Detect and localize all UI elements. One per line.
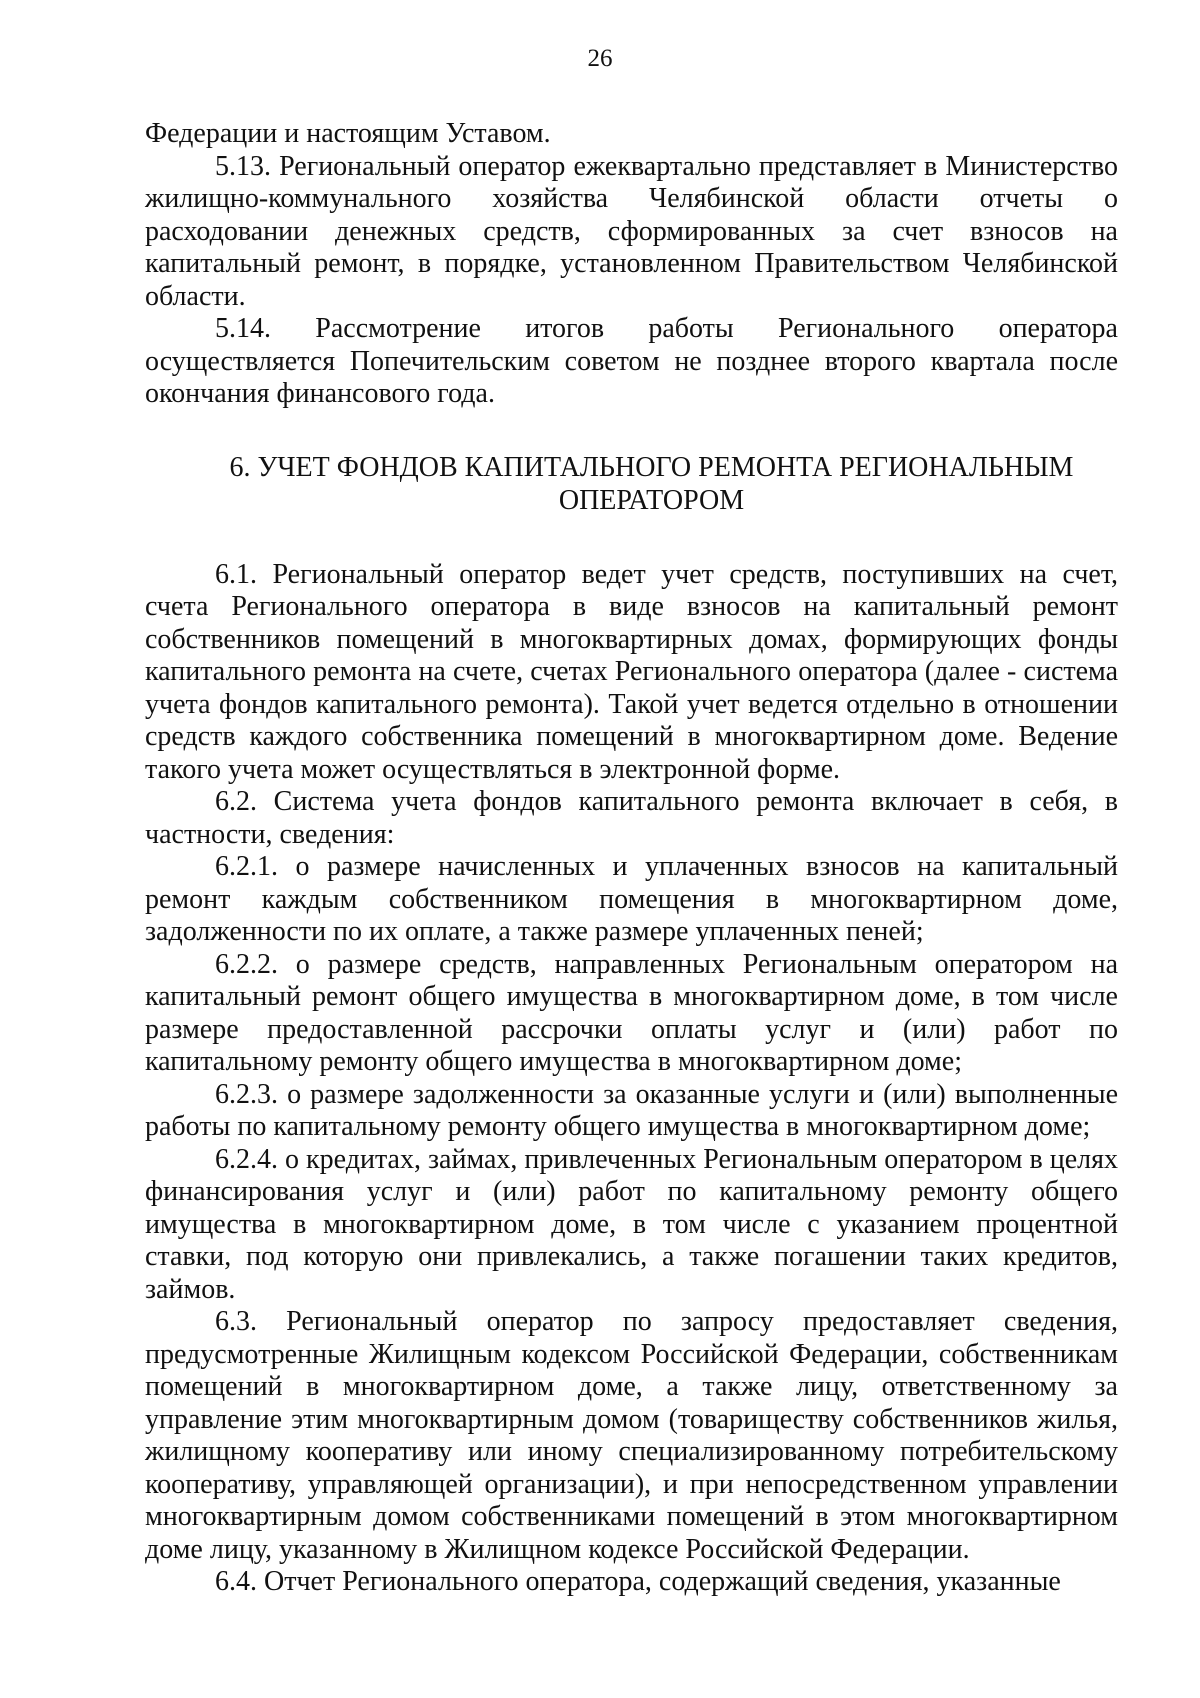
page-number: 26 (587, 45, 613, 72)
paragraph-6-2-3: 6.2.3. о размере задолженности за оказанные услуги и (или) выполненные работы по капитальному ремонту общего имущества в многоквартирном доме; (145, 1078, 1118, 1142)
paragraph-6-2-4: 6.2.4. о кредитах, займах, привлеченных Региональным оператором в целях финансирования услуг и (или) работ по капитальному ремонту общего имущества в многоквартирном доме, в том числе с указанием процентной ставки, под которую они привлекались, а также погашении таких кредитов, займов. (145, 1143, 1118, 1305)
paragraph-continuation: Федерации и настоящим Уставом. (145, 118, 551, 149)
document-body (145, 118, 1118, 1599)
paragraph-6-2-2: 6.2.2. о размере средств, направленных Региональным оператором на капитальный ремонт общего имущества в многоквартирном доме, в том числе размере предоставленной рассрочки оплаты услуг и (или) работ по капитальному ремонту общего имущества в многоквартирном доме; (145, 948, 1118, 1077)
paragraph-6-2-1: 6.2.1. о размере начисленных и уплаченных взносов на капитальный ремонт каждым собственником помещения в многоквартирном доме, задолженности по их оплате, а также размере уплаченных пеней; (145, 851, 1118, 947)
paragraph-6-1: 6.1. Региональный оператор ведет учет средств, поступивших на счет, счета Регионального оператора в виде взносов на капитальный ремонт собственников помещений в многоквартирных домах, формирующих фонды капитального ремонта на счете, счетах Регионального оператора (далее - система учета фондов капитального ремонта). Такой учет ведется отдельно в отношении средств каждого собственника помещений в многоквартирном доме. Ведение такого учета может осуществляться в электронной форме. (145, 558, 1118, 785)
section-heading-line-1: 6. УЧЕТ ФОНДОВ КАПИТАЛЬНОГО РЕМОНТА РЕГИОНАЛЬНЫМ (229, 451, 1074, 483)
paragraph-6-4: 6.4. Отчет Регионального оператора, содержащий сведения, указанные (215, 1566, 1061, 1597)
section-heading (145, 451, 1118, 517)
spacer (145, 411, 1118, 451)
paragraph-5-14: 5.14. Рассмотрение итогов работы Регионального оператора осуществляется Попечительским советом не позднее второго квартала после окончания финансового года. (145, 313, 1118, 409)
spacer (145, 517, 1118, 559)
paragraph-5-13: 5.13. Региональный оператор ежеквартально представляет в Министерство жилищно-коммунального хозяйства Челябинской области отчеты о расходовании денежных средств, сформированных за счет взносов на капитальный ремонт, в порядке, установленном Правительством Челябинской области. (145, 150, 1118, 312)
paragraph-6-3: 6.3. Региональный оператор по запросу предоставляет сведения, предусмотренные Жилищным кодексом Российской Федерации, собственникам помещений в многоквартирном доме, а также лицу, ответственному за управление этим многоквартирным домом (товариществу собственников жилья, жилищному кооперативу или иному специализированному потребительскому кооперативу, управляющей организации), и при непосредственном управлении многоквартирным домом собственниками помещений в этом многоквартирном доме лицу, указанному в Жилищном кодексе Российской Федерации. (145, 1306, 1118, 1565)
paragraph-6-2: 6.2. Система учета фондов капитального ремонта включает в себя, в частности, сведения: (145, 786, 1118, 850)
section-heading-line-2: ОПЕРАТОРОМ (558, 484, 745, 516)
